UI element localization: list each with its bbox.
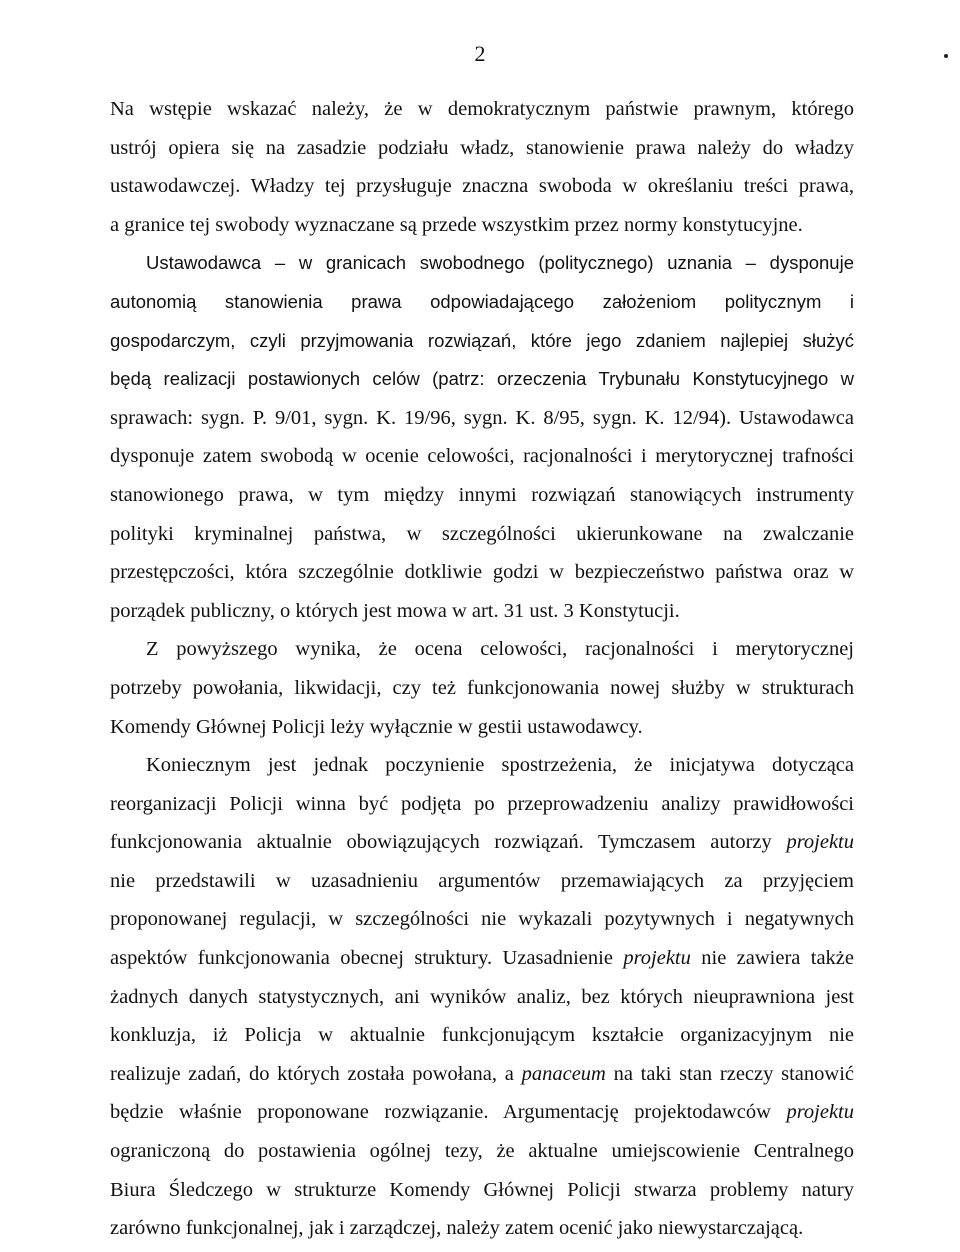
text-line: ograniczoną do postawienia ogólnej tezy, że aktualne umiejscowienie Centralnego: [110, 1140, 854, 1163]
text-line: reorganizacji Policji winna być podjęta po przeprowadzeniu analizy prawidłowości: [110, 792, 854, 815]
text-run: funkcjonowania aktualnie obowiązujących rozwiązań. Tymczasem autorzy: [110, 831, 787, 854]
text-line: [110, 1097, 854, 1136]
text-line: polityki kryminalnej państwa, w szczególności ukierunkowane na zwalczanie: [110, 522, 854, 545]
scan-speck: [944, 54, 948, 58]
text-line: żadnych danych statystycznych, ani wyników analiz, bez których nieuprawniona jest: [110, 985, 854, 1008]
emphasis: panaceum: [521, 1062, 606, 1085]
text-line: ustrój opiera się na zasadzie podziału władz, stanowienie prawa należy do władzy: [110, 136, 854, 159]
text-line: Biura Śledczego w strukturze Komendy Głównej Policji stwarza problemy natury: [110, 1178, 854, 1201]
text-line: gospodarczym, czyli przyjmowania rozwiązań, które jego zdaniem najlepiej służyć: [110, 329, 854, 351]
text-line: nie przedstawili w uzasadnieniu argumentów przemawiających za przyjęciem: [110, 869, 854, 892]
text-run: nie zawiera także: [690, 947, 854, 970]
emphasis: projektu: [786, 1101, 854, 1124]
text-line: zarówno funkcjonalnej, jak i zarządczej, należy zatem ocenić jako niewystarczającą.: [110, 1217, 804, 1240]
text-line: a granice tej swobody wyznaczane są przede wszystkim przez normy konstytucyjne.: [110, 213, 803, 236]
text-line: proponowanej regulacji, w szczególności nie wykazali pozytywnych i negatywnych: [110, 908, 854, 931]
text-line: stanowionego prawa, w tym między innymi rozwiązań stanowiących instrumenty: [110, 483, 854, 506]
text-line: będą realizacji postawionych celów (patrz: orzeczenia Trybunału Konstytucyjnego w: [110, 368, 854, 390]
text-run: będzie właśnie proponowane rozwiązanie. Argumentację projektodawców: [110, 1101, 787, 1124]
text-run: aspektów funkcjonowania obecnej struktury. Uzasadnienie: [110, 947, 624, 970]
document-body: [110, 94, 854, 1252]
text-line: Komendy Głównej Policji leży wyłącznie w gestii ustawodawcy.: [110, 715, 643, 738]
page-number: 2: [474, 41, 486, 66]
text-line: [110, 827, 854, 866]
text-line: autonomią stanowienia prawa odpowiadającego założeniom politycznym i: [110, 290, 854, 312]
text-line: [110, 1059, 854, 1098]
text-run: na taki stan rzeczy stanowić: [605, 1062, 854, 1085]
text-line: Ustawodawca – w granicach swobodnego (politycznego) uznania – dysponuje: [146, 252, 854, 274]
text-line: konkluzja, iż Policja w aktualnie funkcjonującym kształcie organizacyjnym nie: [110, 1024, 854, 1047]
text-run: realizuje zadań, do których została powołana, a: [110, 1062, 522, 1085]
text-line: [110, 943, 854, 982]
text-line: przestępczości, która szczególnie dotkliwie godzi w bezpieczeństwo państwa oraz w: [110, 561, 854, 584]
text-line: potrzeby powołania, likwidacji, czy też funkcjonowania nowej służby w strukturach: [110, 676, 854, 699]
text-line: ustawodawczej. Władzy tej przysługuje znaczna swoboda w określaniu treści prawa,: [110, 175, 854, 198]
text-line: porządek publiczny, o których jest mowa w art. 31 ust. 3 Konstytucji.: [110, 599, 680, 622]
text-line: dysponuje zatem swobodą w ocenie celowości, racjonalności i merytorycznej trafności: [110, 445, 854, 468]
text-line: sprawach: sygn. P. 9/01, sygn. K. 19/96, sygn. K. 8/95, sygn. K. 12/94). Ustawodawca: [110, 406, 854, 429]
text-line: Z powyższego wynika, że ocena celowości, racjonalności i merytorycznej: [146, 638, 854, 661]
emphasis: projektu: [623, 947, 691, 970]
emphasis: projektu: [786, 831, 854, 854]
text-line: Na wstępie wskazać należy, że w demokratycznym państwie prawnym, którego: [110, 98, 854, 120]
text-line: Koniecznym jest jednak poczynienie spostrzeżenia, że inicjatywa dotycząca: [146, 754, 854, 777]
